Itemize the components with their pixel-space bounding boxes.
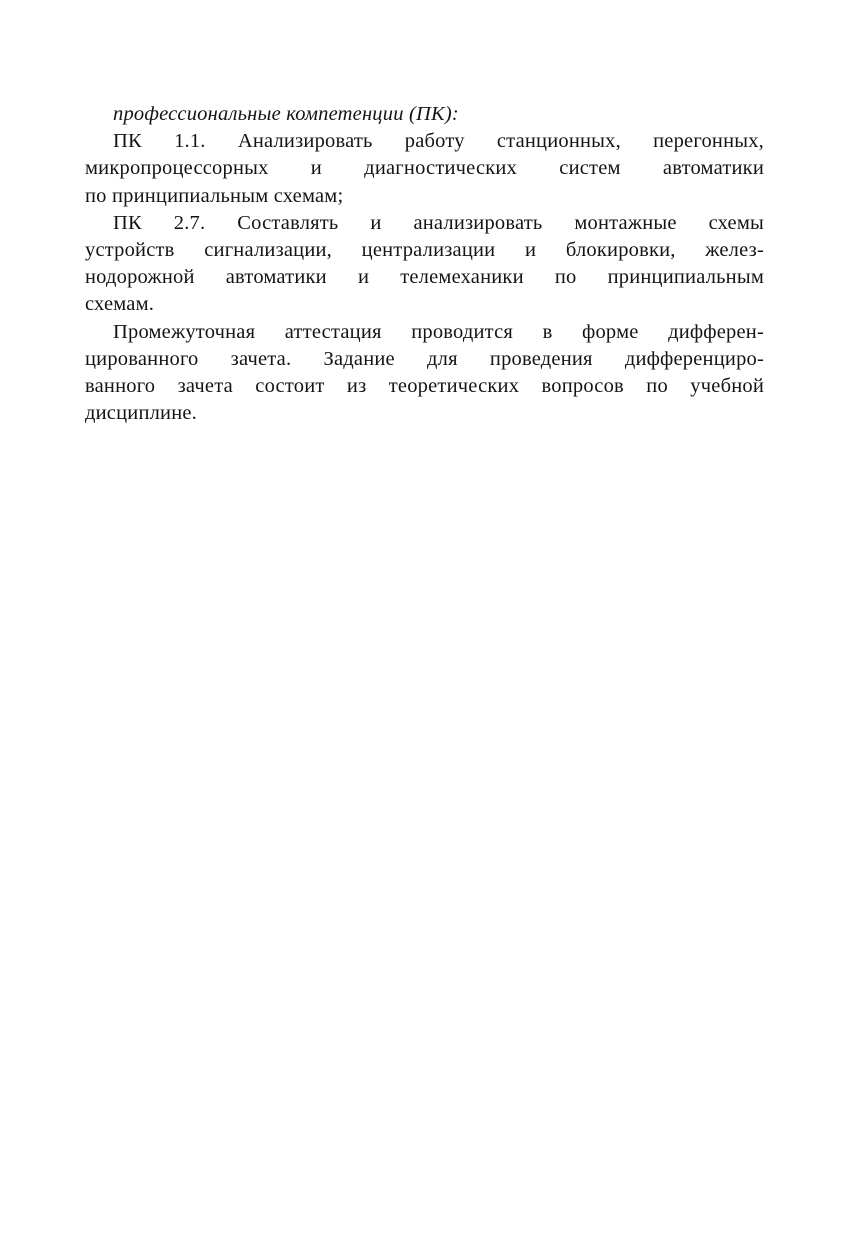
text-line: микропроцессорных и диагностических систем автоматики — [85, 157, 764, 180]
text-line: устройств сигнализации, централизации и блокировки, желез- — [85, 239, 764, 262]
text-line: схемам. — [85, 293, 155, 316]
text-line: ПК 1.1. Анализировать работу станционных, перегонных, — [113, 130, 764, 153]
text-block — [85, 101, 764, 427]
text-line: по принципиальным схемам; — [85, 184, 344, 207]
paragraph — [85, 319, 764, 428]
text-line: профессиональные компетенции (ПК): — [113, 103, 459, 125]
paragraph — [85, 128, 764, 210]
text-line: нодорожной автоматики и телемеханики по принципиальным — [85, 266, 764, 289]
text-line: ПК 2.7. Составлять и анализировать монтажные схемы — [113, 211, 764, 234]
text-line: ванного зачета состоит из теоретических вопросов по учебной — [85, 375, 764, 398]
text-line: Промежуточная аттестация проводится в форме дифферен- — [113, 320, 764, 343]
text-line: дисциплине. — [85, 402, 198, 425]
text-line: цированного зачета. Задание для проведения дифференциро- — [85, 347, 764, 370]
paragraph — [85, 210, 764, 319]
paragraph — [85, 101, 764, 128]
